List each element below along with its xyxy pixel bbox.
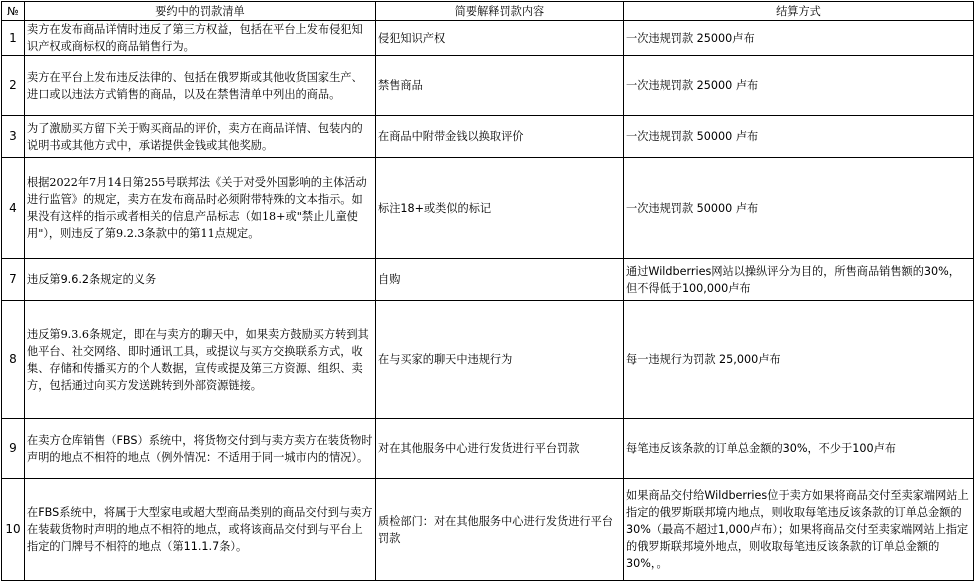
row-explain: 自购 (376, 259, 624, 301)
row-item: 根据2022年7月14日第255号联邦法《关于对受外国影响的主体活动进行监管》的规定，卖方在发布商品时必须附带特殊的文本指示。如果没有这样的指示或者相关的信息产品标志（如18+或"禁止儿童使用"），则违反了第9.2.3条款中的第11点规定。 (25, 158, 376, 259)
row-explain: 禁售商品 (376, 56, 624, 116)
table-row (2, 259, 974, 301)
row-number: 8 (2, 301, 25, 419)
row-explain: 在商品中附带金钱以换取评价 (376, 116, 624, 158)
row-settlement: 通过Wildberries网站以操纵评分为目的，所售商品销售额的30%，但不得低于100,000卢布 (624, 259, 974, 301)
header-explain: 简要解释罚款内容 (376, 2, 624, 21)
row-number: 4 (2, 158, 25, 259)
header-no: № (2, 2, 25, 21)
row-item: 在卖方仓库销售（FBS）系统中，将货物交付到与卖方卖方在装货物时声明的地点不相符的地点（例外情况：不适用于同一城市内的情况）。 (25, 419, 376, 479)
row-item: 卖方在发布商品详情时违反了第三方权益，包括在平台上发布侵犯知识产权或商标权的商品销售行为。 (25, 21, 376, 56)
row-settlement: 一次违规罚款 50000 卢布 (624, 158, 974, 259)
row-explain: 侵犯知识产权 (376, 21, 624, 56)
row-settlement: 一次违规罚款 25000 卢布 (624, 56, 974, 116)
row-number: 7 (2, 259, 25, 301)
table-row (2, 419, 974, 479)
table-row (2, 158, 974, 259)
row-number: 9 (2, 419, 25, 479)
row-settlement: 每笔违反该条款的订单总金额的30%，不少于100卢布 (624, 419, 974, 479)
row-explain: 标注18+或类似的标记 (376, 158, 624, 259)
row-settlement: 一次违规罚款 25000卢布 (624, 21, 974, 56)
row-explain: 在与买家的聊天中违规行为 (376, 301, 624, 419)
row-explain: 对在其他服务中心进行发货进行平台罚款 (376, 419, 624, 479)
row-item: 为了激励买方留下关于购买商品的评价，卖方在商品详情、包装内的说明书或其他方式中，承诺提供金钱或其他奖励。 (25, 116, 376, 158)
row-settlement: 如果商品交付给Wildberries位于卖方如果将商品交付至卖家端网站上指定的俄罗斯联邦境内地点，则收取每笔违反该条款的订单总金额的30%（最高不超过1,000卢布）；如果将商品交付至卖家端网站上指定的俄罗斯联邦境外地点，则收取每笔违反该条款的订单总金额的30%，。 (624, 479, 974, 581)
table-row (2, 21, 974, 56)
table-row (2, 116, 974, 158)
row-settlement: 一次违规罚款 50000 卢布 (624, 116, 974, 158)
row-item: 违反第9.3.6条规定，即在与卖方的聊天中，如果卖方鼓励买方转到其他平台、社交网络、即时通讯工具，或提议与买方交换联系方式，收集、存储和传播买方的个人数据，宣传或提及第三方资源、组织、卖方，包括通过向买方发送跳转到外部资源链接。 (25, 301, 376, 419)
header-item: 要约中的罚款清单 (25, 2, 376, 21)
row-explain: 质检部门：对在其他服务中心进行发货进行平台罚款 (376, 479, 624, 581)
row-item: 违反第9.6.2条规定的义务 (25, 259, 376, 301)
header-settlement: 结算方式 (624, 2, 974, 21)
table-row (2, 301, 974, 419)
header-row (2, 2, 974, 21)
row-item: 卖方在平台上发布违反法律的、包括在俄罗斯或其他收货国家生产、进口或以违法方式销售的商品，以及在禁售清单中列出的商品。 (25, 56, 376, 116)
row-number: 2 (2, 56, 25, 116)
penalty-table (1, 1, 974, 581)
row-number: 1 (2, 21, 25, 56)
row-number: 3 (2, 116, 25, 158)
row-item: 在FBS系统中，将属于大型家电或超大型商品类别的商品交付到与卖方在装载货物时声明的地点不相符的地点，或将该商品交付到与平台上指定的门牌号不相符的地点（第11.1.7条）。 (25, 479, 376, 581)
row-number: 10 (2, 479, 25, 581)
table-row (2, 56, 974, 116)
table-row (2, 479, 974, 581)
row-settlement: 每一违规行为罚款 25,000卢布 (624, 301, 974, 419)
